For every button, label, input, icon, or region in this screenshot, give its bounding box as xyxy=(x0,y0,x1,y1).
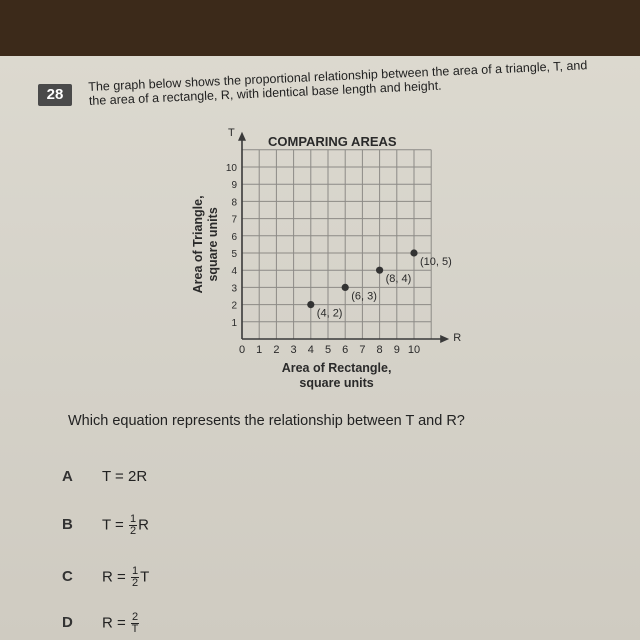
question-number-badge: 28 xyxy=(38,84,72,106)
y-axis-arrow-icon xyxy=(238,132,246,141)
data-point xyxy=(376,267,383,274)
chart-axes xyxy=(238,132,449,343)
x-axis-arrow-icon xyxy=(440,335,449,343)
option-text: T = xyxy=(102,516,124,534)
data-point-label: (6, 3) xyxy=(351,290,377,303)
fraction-numerator: 1 xyxy=(131,565,139,577)
x-tick-label: 8 xyxy=(376,344,383,356)
y-tick-label: 8 xyxy=(231,197,237,209)
fraction-numerator: 2 xyxy=(131,611,139,623)
y-tick-label: 6 xyxy=(231,231,237,243)
option-text: R = xyxy=(102,614,126,632)
worksheet-page xyxy=(0,56,640,640)
option-variable: R xyxy=(138,516,149,534)
chart-svg xyxy=(0,56,640,640)
x-axis-letter: R xyxy=(453,332,462,344)
y-axis-letter: T xyxy=(228,126,235,139)
data-point-label: (8, 4) xyxy=(385,273,412,286)
x-tick-label: 9 xyxy=(393,344,400,356)
option-b[interactable] xyxy=(62,514,149,537)
x-tick-label: 3 xyxy=(290,344,297,356)
data-point xyxy=(342,284,349,291)
x-tick-label: 6 xyxy=(342,344,349,356)
option-a[interactable] xyxy=(62,468,147,485)
fraction xyxy=(131,612,139,635)
option-text: R = xyxy=(102,568,126,586)
fraction xyxy=(129,514,137,537)
option-letter: C xyxy=(62,568,73,586)
fraction-denominator: 2 xyxy=(131,577,139,589)
fraction-denominator: T xyxy=(131,623,139,635)
option-variable: T xyxy=(140,568,150,586)
x-axis-title: Area of Rectangle, xyxy=(281,361,392,375)
y-tick-label: 2 xyxy=(231,300,237,312)
x-tick-label: 10 xyxy=(407,344,421,356)
x-axis-subtitle: square units xyxy=(299,376,374,390)
y-tick-label: 4 xyxy=(231,266,237,278)
data-point-label: (4, 2) xyxy=(316,307,343,320)
option-letter: A xyxy=(62,468,73,485)
fraction-numerator: 1 xyxy=(130,513,137,525)
data-point xyxy=(410,249,417,256)
fraction-denominator: 2 xyxy=(130,525,137,537)
x-tick-label: 1 xyxy=(256,344,263,356)
x-tick-label: 2 xyxy=(273,344,280,356)
option-letter: D xyxy=(62,614,73,632)
question-text: Which equation represents the relationship between T and R? xyxy=(68,413,465,429)
y-axis-title: Area of Triangle, xyxy=(191,195,205,294)
y-axis-title-group xyxy=(191,195,220,293)
chart-title: COMPARING AREAS xyxy=(268,134,397,149)
data-point xyxy=(307,301,314,308)
question-prompt: The graph below shows the proportional relationship between the area of a triangle, T, and the area of a rectangle, R, with identical base length and height. xyxy=(88,58,588,108)
fraction xyxy=(131,566,139,589)
y-axis-subtitle: square units xyxy=(206,207,220,282)
chart-ticks xyxy=(226,163,420,356)
x-tick-label: 0 xyxy=(238,344,246,356)
y-tick-label: 5 xyxy=(231,249,237,260)
data-point-label: (10, 5) xyxy=(420,256,452,268)
option-letter: B xyxy=(62,516,73,534)
option-d[interactable] xyxy=(62,612,140,635)
option-text: T = 2R xyxy=(102,468,148,485)
x-tick-label: 5 xyxy=(324,344,332,356)
y-tick-label: 1 xyxy=(231,317,237,329)
x-tick-label: 4 xyxy=(307,344,314,356)
y-tick-label: 10 xyxy=(225,163,237,174)
x-tick-label: 7 xyxy=(359,344,366,356)
y-tick-label: 3 xyxy=(231,283,237,295)
option-c[interactable] xyxy=(62,566,149,589)
y-tick-label: 9 xyxy=(231,180,237,192)
y-tick-label: 7 xyxy=(231,214,237,226)
